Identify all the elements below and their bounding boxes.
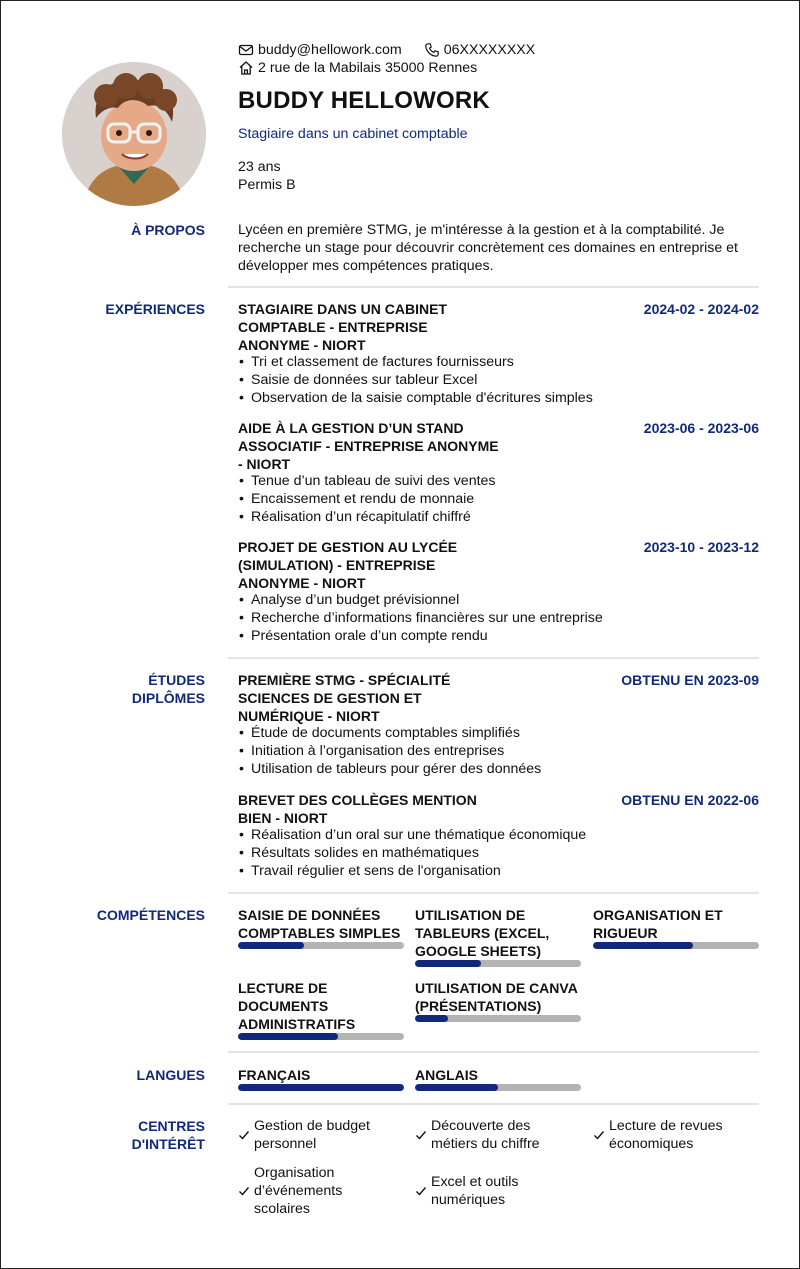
experience-bullets <box>238 472 496 526</box>
skill-level-fill <box>415 1015 448 1022</box>
list-item: • Étude de documents comptables simplifiés <box>238 724 541 742</box>
skill-name: LECTURE DE DOCUMENTS ADMINISTRATIFS <box>238 980 356 1032</box>
divider <box>228 657 759 659</box>
checkmark-icon <box>238 1129 250 1141</box>
list-item: • Initiation à l’organisation des entreprises <box>238 742 541 760</box>
skill-item <box>415 979 581 1022</box>
candidate-name: BUDDY HELLOWORK <box>238 87 490 114</box>
experience-dates: 2023-06 - 2023-06 <box>643 420 759 436</box>
list-item: • Analyse d’un budget prévisionnel <box>238 591 603 609</box>
avatar <box>62 62 206 206</box>
skill-level-fill <box>238 1033 338 1040</box>
checkmark-icon <box>593 1129 605 1141</box>
language-level-bar <box>415 1084 581 1091</box>
language-name: ANGLAIS <box>415 1067 478 1083</box>
checkmark-icon <box>415 1129 427 1141</box>
interest-label: Gestion de budget personnel <box>254 1118 370 1152</box>
interest-label: Organisation d’événements scolaires <box>254 1165 343 1217</box>
skill-name: UTILISATION DE TABLEURS (EXCEL, GOOGLE SHEETS) <box>415 907 550 959</box>
education-bullets <box>238 724 541 778</box>
email-text: buddy@hellowork.com <box>258 42 402 58</box>
list-item: • Saisie de données sur tableur Excel <box>238 371 593 389</box>
language-level-bar <box>238 1084 404 1091</box>
skill-item <box>415 906 581 967</box>
skill-level-bar <box>593 942 759 949</box>
interest-item <box>593 1117 723 1153</box>
education-dates: OBTENU EN 2023-09 <box>621 672 759 688</box>
home-icon <box>238 60 254 76</box>
education-dates: OBTENU EN 2022-06 <box>621 792 759 808</box>
divider <box>228 1051 759 1053</box>
interest-item <box>238 1117 370 1153</box>
interest-item <box>238 1164 342 1218</box>
list-item: • Utilisation de tableurs pour gérer des données <box>238 760 541 778</box>
list-item: • Recherche d’informations financières sur une entreprise <box>238 609 603 627</box>
list-item: • Travail régulier et sens de l'organisation <box>238 862 586 880</box>
checkmark-icon <box>238 1185 250 1197</box>
skill-level-bar <box>238 942 404 949</box>
language-name: FRANÇAIS <box>238 1067 311 1083</box>
mail-icon <box>238 42 254 58</box>
experience-title: AIDE À LA GESTION D’UN STAND ASSOCIATIF - ENTREPRISE ANONYME - NIORT <box>238 420 499 472</box>
contact-address <box>238 59 477 77</box>
list-item: • Résultats solides en mathématiques <box>238 844 586 862</box>
list-item: • Encaissement et rendu de monnaie <box>238 490 496 508</box>
phone-text: 06XXXXXXXX <box>443 42 536 58</box>
skill-item <box>238 979 404 1040</box>
divider <box>228 1103 759 1105</box>
checkmark-icon <box>415 1185 427 1197</box>
interest-label: Lecture de revues économiques <box>609 1118 723 1152</box>
skills-label: COMPÉTENCES <box>96 907 205 923</box>
experience-bullets <box>238 591 603 645</box>
phone-icon <box>424 42 440 58</box>
skill-item <box>593 906 759 949</box>
experience-title: STAGIAIRE DANS UN CABINET COMPTABLE - ENTREPRISE ANONYME - NIORT <box>238 301 447 353</box>
divider <box>228 892 759 894</box>
skill-name: UTILISATION DE CANVA (PRÉSENTATIONS) <box>415 980 578 1014</box>
interest-item <box>415 1117 540 1153</box>
skill-level-bar <box>415 1015 581 1022</box>
skill-level-bar <box>415 960 581 967</box>
language-level-fill <box>238 1084 404 1091</box>
education-bullets <box>238 826 586 880</box>
list-item: • Réalisation d’un oral sur une thématique économique <box>238 826 586 844</box>
driving-license: Permis B <box>238 177 296 193</box>
education-title: PREMIÈRE STMG - SPÉCIALITÉ SCIENCES DE GESTION ET NUMÉRIQUE - NIORT <box>238 672 451 724</box>
education-label: ÉTUDES DIPLÔMES <box>131 672 205 706</box>
experience-dates: 2023-10 - 2023-12 <box>643 539 759 555</box>
experience-bullets <box>238 353 593 407</box>
list-item: • Observation de la saisie comptable d'écritures simples <box>238 389 593 407</box>
list-item: • Tri et classement de factures fournisseurs <box>238 353 593 371</box>
skill-level-bar <box>238 1033 404 1040</box>
divider <box>228 286 759 288</box>
experience-dates: 2024-02 - 2024-02 <box>643 301 759 317</box>
about-label: À PROPOS <box>131 222 205 238</box>
list-item: • Présentation orale d’un compte rendu <box>238 627 603 645</box>
job-title: Stagiaire dans un cabinet comptable <box>238 126 468 142</box>
language-level-fill <box>415 1084 498 1091</box>
list-item: • Tenue d’un tableau de suivi des ventes <box>238 472 496 490</box>
language-item <box>415 1066 581 1091</box>
skill-item <box>238 906 404 949</box>
address-text: 2 rue de la Mabilais 35000 Rennes <box>258 60 478 76</box>
contact-email[interactable] <box>238 41 535 59</box>
interest-item <box>415 1173 519 1209</box>
skill-level-fill <box>593 942 693 949</box>
education-title: BREVET DES COLLÈGES MENTION BIEN - NIORT <box>238 792 477 826</box>
experience-title: PROJET DE GESTION AU LYCÉE (SIMULATION) - ENTREPRISE ANONYME - NIORT <box>238 539 458 591</box>
skill-name: ORGANISATION ET RIGUEUR <box>593 907 723 941</box>
skill-level-fill <box>238 942 304 949</box>
interest-label: Découverte des métiers du chiffre <box>431 1118 540 1152</box>
skill-level-fill <box>415 960 481 967</box>
skill-name: SAISIE DE DONNÉES COMPTABLES SIMPLES <box>238 907 401 941</box>
interests-label: CENTRES D'INTÉRÊT <box>131 1118 205 1152</box>
age: 23 ans <box>238 159 281 175</box>
language-item <box>238 1066 404 1091</box>
languages-label: LANGUES <box>136 1067 205 1083</box>
interest-label: Excel et outils numériques <box>431 1174 519 1208</box>
about-text: Lycéen en première STMG, je m'intéresse à la gestion et à la comptabilité. Je recherche un stage pour découvrir concrètement ces domaines en entreprise et développer mes compétences pratiques. <box>238 222 738 274</box>
list-item: • Réalisation d’un récapitulatif chiffré <box>238 508 496 526</box>
experiences-label: EXPÉRIENCES <box>105 301 205 317</box>
